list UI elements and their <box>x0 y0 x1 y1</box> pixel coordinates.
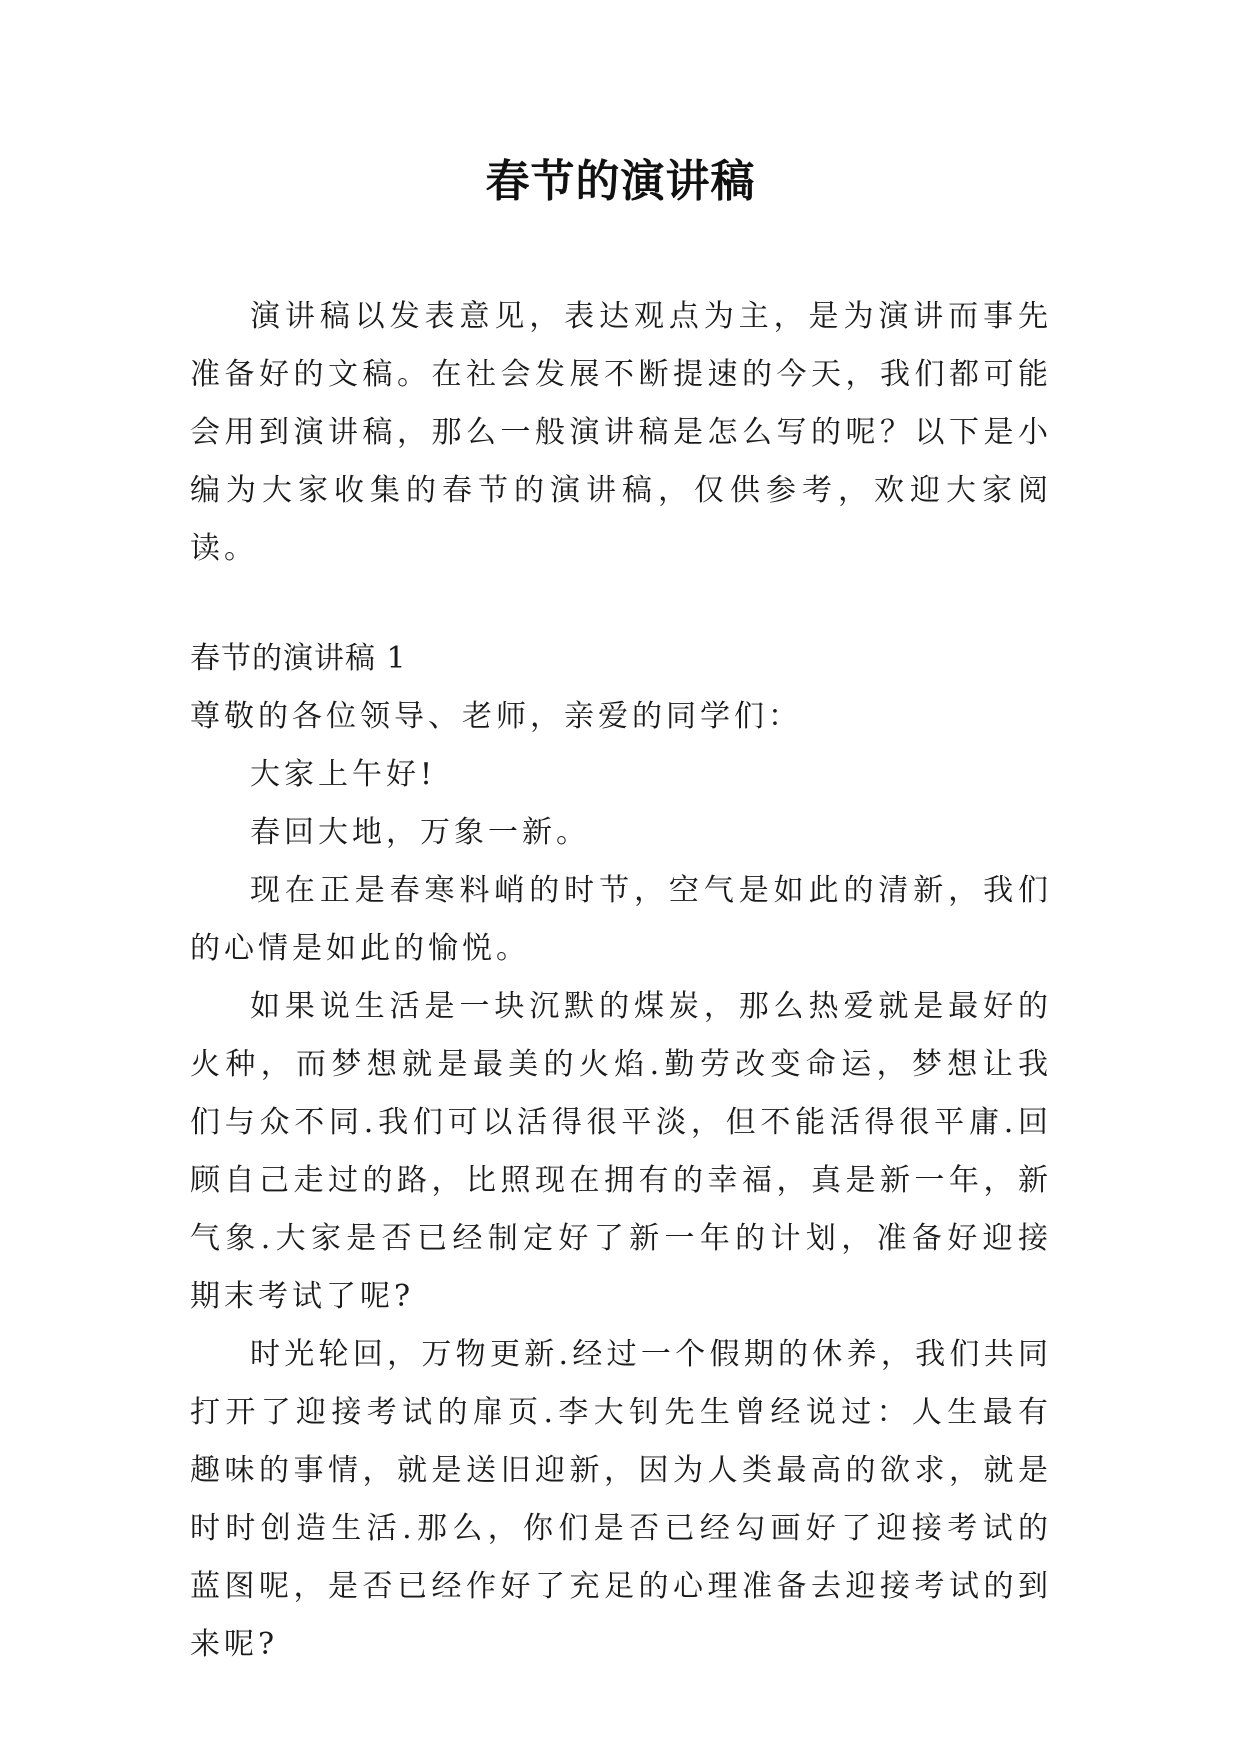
document-title: 春节的演讲稿 <box>485 156 756 207</box>
intro-paragraph: 演讲稿以发表意见，表达观点为主，是为演讲而事先准备好的文稿。在社会发展不断提速的今天，我们都可能会用到演讲稿，那么一般演讲稿是怎么写的呢？以下是小编为大家收集的春节的演讲稿，仅供参考，欢迎大家阅读。 <box>190 299 1052 566</box>
section-gap <box>190 578 1052 630</box>
body-paragraph: 如果说生活是一块沉默的煤炭，那么热爱就是最好的火种，而梦想就是最美的火焰.勤劳改变命运，梦想让我们与众不同.我们可以活得很平淡，但不能活得很平庸.回顾自己走过的路，比照现在拥有的幸福，真是新一年，新气象.大家是否已经制定好了新一年的计划，准备好迎接期末考试了呢? <box>190 989 1052 1314</box>
body-paragraph: 现在正是春寒料峭的时节，空气是如此的清新，我们的心情是如此的愉悦。 <box>190 873 1052 966</box>
body-paragraph: 时光轮回，万物更新.经过一个假期的休养，我们共同打开了迎接考试的扉页.李大钊先生曾经说过：人生最有趣味的事情，就是送旧迎新，因为人类最高的欲求，就是时时创造生活.那么，你们是否已经勾画好了迎接考试的蓝图呢，是否已经作好了充足的心理准备去迎接考试的到来呢? <box>190 1337 1052 1662</box>
body-paragraph: 大家上午好! <box>250 757 437 792</box>
section-heading: 春节的演讲稿 1 <box>190 641 407 676</box>
body-paragraph: 春回大地，万象一新。 <box>250 815 590 850</box>
document-body <box>190 288 1052 1674</box>
salutation: 尊敬的各位领导、老师，亲爱的同学们： <box>190 699 802 734</box>
